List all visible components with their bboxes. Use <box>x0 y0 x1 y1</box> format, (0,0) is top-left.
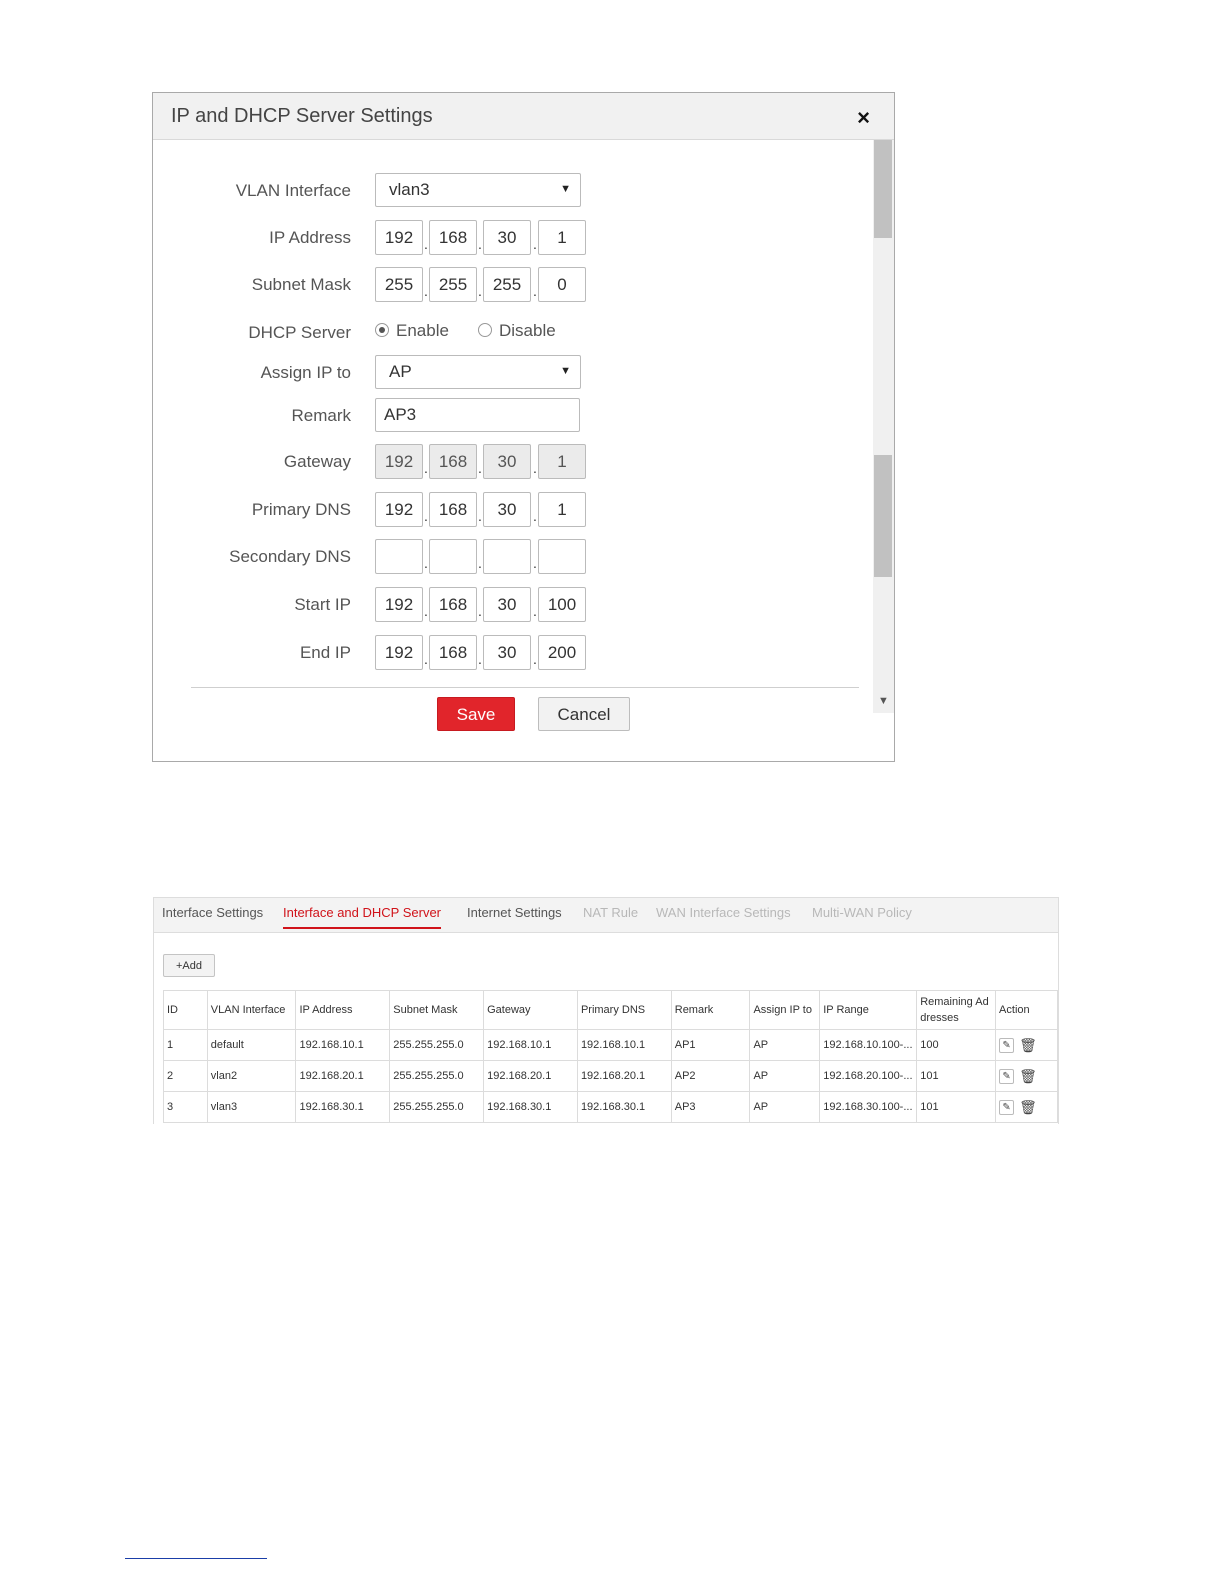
secondary-dns-octet-4[interactable] <box>538 539 586 574</box>
header-primary-dns: Primary DNS <box>577 991 671 1030</box>
header-remark: Remark <box>671 991 750 1030</box>
end-ip-octet-3[interactable] <box>483 635 531 670</box>
tab-nat-rule[interactable]: NAT Rule <box>583 905 639 920</box>
primary-dns-octet-3[interactable] <box>483 492 531 527</box>
cell-subnet-mask: 255.255.255.0 <box>390 1092 484 1123</box>
start-ip-row <box>153 587 873 627</box>
gateway-octet-3 <box>483 444 531 479</box>
gateway-label: Gateway <box>283 452 351 471</box>
table-row <box>164 1061 1058 1092</box>
end-ip-octet-4[interactable] <box>538 635 586 670</box>
header-ip-address: IP Address <box>296 991 390 1030</box>
dialog-body <box>153 140 873 713</box>
save-button[interactable]: Save <box>437 697 515 731</box>
start-ip-field: 192 . 168 . 30 . 100 <box>375 587 595 623</box>
footnote-separator <box>125 1558 267 1559</box>
cell-primary-dns: 192.168.20.1 <box>577 1061 671 1092</box>
cell-gateway: 192.168.20.1 <box>484 1061 578 1092</box>
interface-dhcp-panel <box>153 897 1059 1124</box>
vlan-interface-select[interactable] <box>375 173 581 207</box>
tab-interface-settings[interactable]: Interface Settings <box>162 905 264 920</box>
cell-gateway: 192.168.10.1 <box>484 1030 578 1061</box>
gateway-row <box>153 444 873 484</box>
assign-ip-value: AP <box>389 362 412 381</box>
ip-address-octet-2[interactable] <box>429 220 477 255</box>
header-action: Action <box>996 991 1058 1030</box>
cell-remark: AP3 <box>671 1092 750 1123</box>
ip-address-field: 192 . 168 . 30 . 1 <box>375 220 595 256</box>
assign-ip-row <box>153 355 873 395</box>
start-ip-octet-4[interactable] <box>538 587 586 622</box>
end-ip-octet-1[interactable] <box>375 635 423 670</box>
add-button[interactable]: +Add <box>163 954 215 977</box>
cell-remaining-addresses: 100 <box>917 1030 996 1061</box>
dhcp-disable-label: Disable <box>499 321 556 340</box>
gateway-field: 192 . 168 . 30 . 1 <box>375 444 595 480</box>
dhcp-table <box>163 990 1058 1123</box>
chevron-down-icon: ▼ <box>560 365 571 377</box>
edit-icon[interactable]: ✎ <box>999 1069 1014 1084</box>
cell-remark: AP1 <box>671 1030 750 1061</box>
scroll-down-icon[interactable]: ▼ <box>878 695 889 707</box>
dhcp-disable-radio[interactable] <box>478 321 556 341</box>
cell-id: 2 <box>164 1061 208 1092</box>
subnet-mask-label: Subnet Mask <box>251 275 351 294</box>
end-ip-row <box>153 635 873 675</box>
subnet-mask-field: 255 . 255 . 255 . 0 <box>375 267 595 303</box>
secondary-dns-octet-2[interactable] <box>429 539 477 574</box>
assign-ip-label: Assign IP to <box>260 363 351 382</box>
subnet-mask-octet-3[interactable] <box>483 267 531 302</box>
end-ip-octet-2[interactable] <box>429 635 477 670</box>
vlan-interface-label: VLAN Interface <box>235 181 351 200</box>
footer-divider <box>191 687 859 688</box>
start-ip-octet-1[interactable] <box>375 587 423 622</box>
cell-action <box>996 1030 1058 1061</box>
ip-dhcp-settings-dialog <box>152 92 895 762</box>
ip-address-octet-3[interactable] <box>483 220 531 255</box>
cell-vlan-interface: vlan2 <box>207 1061 296 1092</box>
gateway-octet-4 <box>538 444 586 479</box>
ip-address-row <box>153 220 873 260</box>
close-icon[interactable]: × <box>857 105 870 130</box>
cell-ip-address: 192.168.20.1 <box>296 1061 390 1092</box>
secondary-dns-field: . . . <box>375 539 595 575</box>
cell-ip-range: 192.168.10.100-... <box>820 1030 917 1061</box>
cell-vlan-interface: vlan3 <box>207 1092 296 1123</box>
trash-icon[interactable]: 🗑 <box>1019 1067 1037 1084</box>
table-row <box>164 1092 1058 1123</box>
header-vlan-interface: VLAN Interface <box>207 991 296 1030</box>
dhcp-server-row <box>153 315 873 355</box>
dhcp-enable-label: Enable <box>396 321 449 340</box>
trash-icon[interactable]: 🗑 <box>1019 1036 1037 1053</box>
subnet-mask-octet-1[interactable] <box>375 267 423 302</box>
header-gateway: Gateway <box>484 991 578 1030</box>
tab-multi-wan-policy[interactable]: Multi-WAN Policy <box>812 905 912 920</box>
table-header-row <box>164 991 1058 1030</box>
start-ip-octet-3[interactable] <box>483 587 531 622</box>
start-ip-label: Start IP <box>294 595 351 614</box>
primary-dns-octet-1[interactable] <box>375 492 423 527</box>
vlan-interface-value: vlan3 <box>389 180 430 199</box>
dhcp-server-label: DHCP Server <box>248 323 351 342</box>
cell-gateway: 192.168.30.1 <box>484 1092 578 1123</box>
remark-row <box>153 398 873 438</box>
cell-ip-address: 192.168.10.1 <box>296 1030 390 1061</box>
edit-icon[interactable]: ✎ <box>999 1038 1014 1053</box>
tab-wan-interface-settings[interactable]: WAN Interface Settings <box>656 905 791 920</box>
cell-action <box>996 1092 1058 1123</box>
dialog-header <box>153 93 894 140</box>
ip-address-octet-1[interactable] <box>375 220 423 255</box>
table-row <box>164 1030 1058 1061</box>
header-id: ID <box>164 991 208 1030</box>
cell-ip-range: 192.168.20.100-... <box>820 1061 917 1092</box>
cell-assign-ip-to: AP <box>750 1092 820 1123</box>
radio-checked-icon <box>375 323 389 337</box>
gateway-octet-2 <box>429 444 477 479</box>
primary-dns-row <box>153 492 873 532</box>
tab-bar <box>154 898 1058 933</box>
secondary-dns-octet-3[interactable] <box>483 539 531 574</box>
scrollbar-thumb-top[interactable] <box>874 140 892 238</box>
assign-ip-select[interactable] <box>375 355 581 389</box>
cell-id: 1 <box>164 1030 208 1061</box>
cell-primary-dns: 192.168.10.1 <box>577 1030 671 1061</box>
cell-subnet-mask: 255.255.255.0 <box>390 1030 484 1061</box>
ip-address-octet-4[interactable] <box>538 220 586 255</box>
tab-internet-settings[interactable]: Internet Settings <box>467 905 562 920</box>
ip-address-label: IP Address <box>269 228 351 247</box>
header-ip-range: IP Range <box>820 991 917 1030</box>
subnet-mask-octet-2[interactable] <box>429 267 477 302</box>
dialog-scrollbar[interactable] <box>873 140 894 713</box>
gateway-octet-1 <box>375 444 423 479</box>
cell-ip-range: 192.168.30.100-... <box>820 1092 917 1123</box>
secondary-dns-octet-1[interactable] <box>375 539 423 574</box>
primary-dns-label: Primary DNS <box>251 500 351 519</box>
cancel-button[interactable]: Cancel <box>538 697 630 731</box>
end-ip-label: End IP <box>299 643 351 662</box>
cell-ip-address: 192.168.30.1 <box>296 1092 390 1123</box>
cell-action <box>996 1061 1058 1092</box>
chevron-down-icon: ▼ <box>560 183 571 195</box>
cell-subnet-mask: 255.255.255.0 <box>390 1061 484 1092</box>
end-ip-field: 192 . 168 . 30 . 200 <box>375 635 595 671</box>
edit-icon[interactable]: ✎ <box>999 1100 1014 1115</box>
subnet-mask-row <box>153 267 873 307</box>
dialog-title: IP and DHCP Server Settings <box>171 105 433 127</box>
header-remaining-addresses: Remaining Ad dresses <box>917 991 996 1030</box>
header-assign-ip-to: Assign IP to <box>750 991 820 1030</box>
primary-dns-field: 192 . 168 . 30 . 1 <box>375 492 595 528</box>
primary-dns-octet-2[interactable] <box>429 492 477 527</box>
start-ip-octet-2[interactable] <box>429 587 477 622</box>
cell-primary-dns: 192.168.30.1 <box>577 1092 671 1123</box>
primary-dns-octet-4[interactable] <box>538 492 586 527</box>
subnet-mask-octet-4[interactable] <box>538 267 586 302</box>
trash-icon[interactable]: 🗑 <box>1019 1098 1037 1115</box>
tab-interface-dhcp-server[interactable]: Interface and DHCP Server <box>283 905 441 920</box>
header-subnet-mask: Subnet Mask <box>390 991 484 1030</box>
cell-assign-ip-to: AP <box>750 1061 820 1092</box>
vlan-interface-row <box>153 173 873 213</box>
remark-input[interactable] <box>375 398 580 432</box>
secondary-dns-label: Secondary DNS <box>229 547 351 566</box>
radio-unchecked-icon <box>478 323 492 337</box>
cell-vlan-interface: default <box>207 1030 296 1061</box>
dhcp-enable-radio[interactable] <box>375 321 449 341</box>
cell-id: 3 <box>164 1092 208 1123</box>
remark-label: Remark <box>291 406 351 425</box>
cell-assign-ip-to: AP <box>750 1030 820 1061</box>
cell-remark: AP2 <box>671 1061 750 1092</box>
cell-remaining-addresses: 101 <box>917 1061 996 1092</box>
secondary-dns-row <box>153 539 873 579</box>
cell-remaining-addresses: 101 <box>917 1092 996 1123</box>
scrollbar-thumb[interactable] <box>874 455 892 577</box>
